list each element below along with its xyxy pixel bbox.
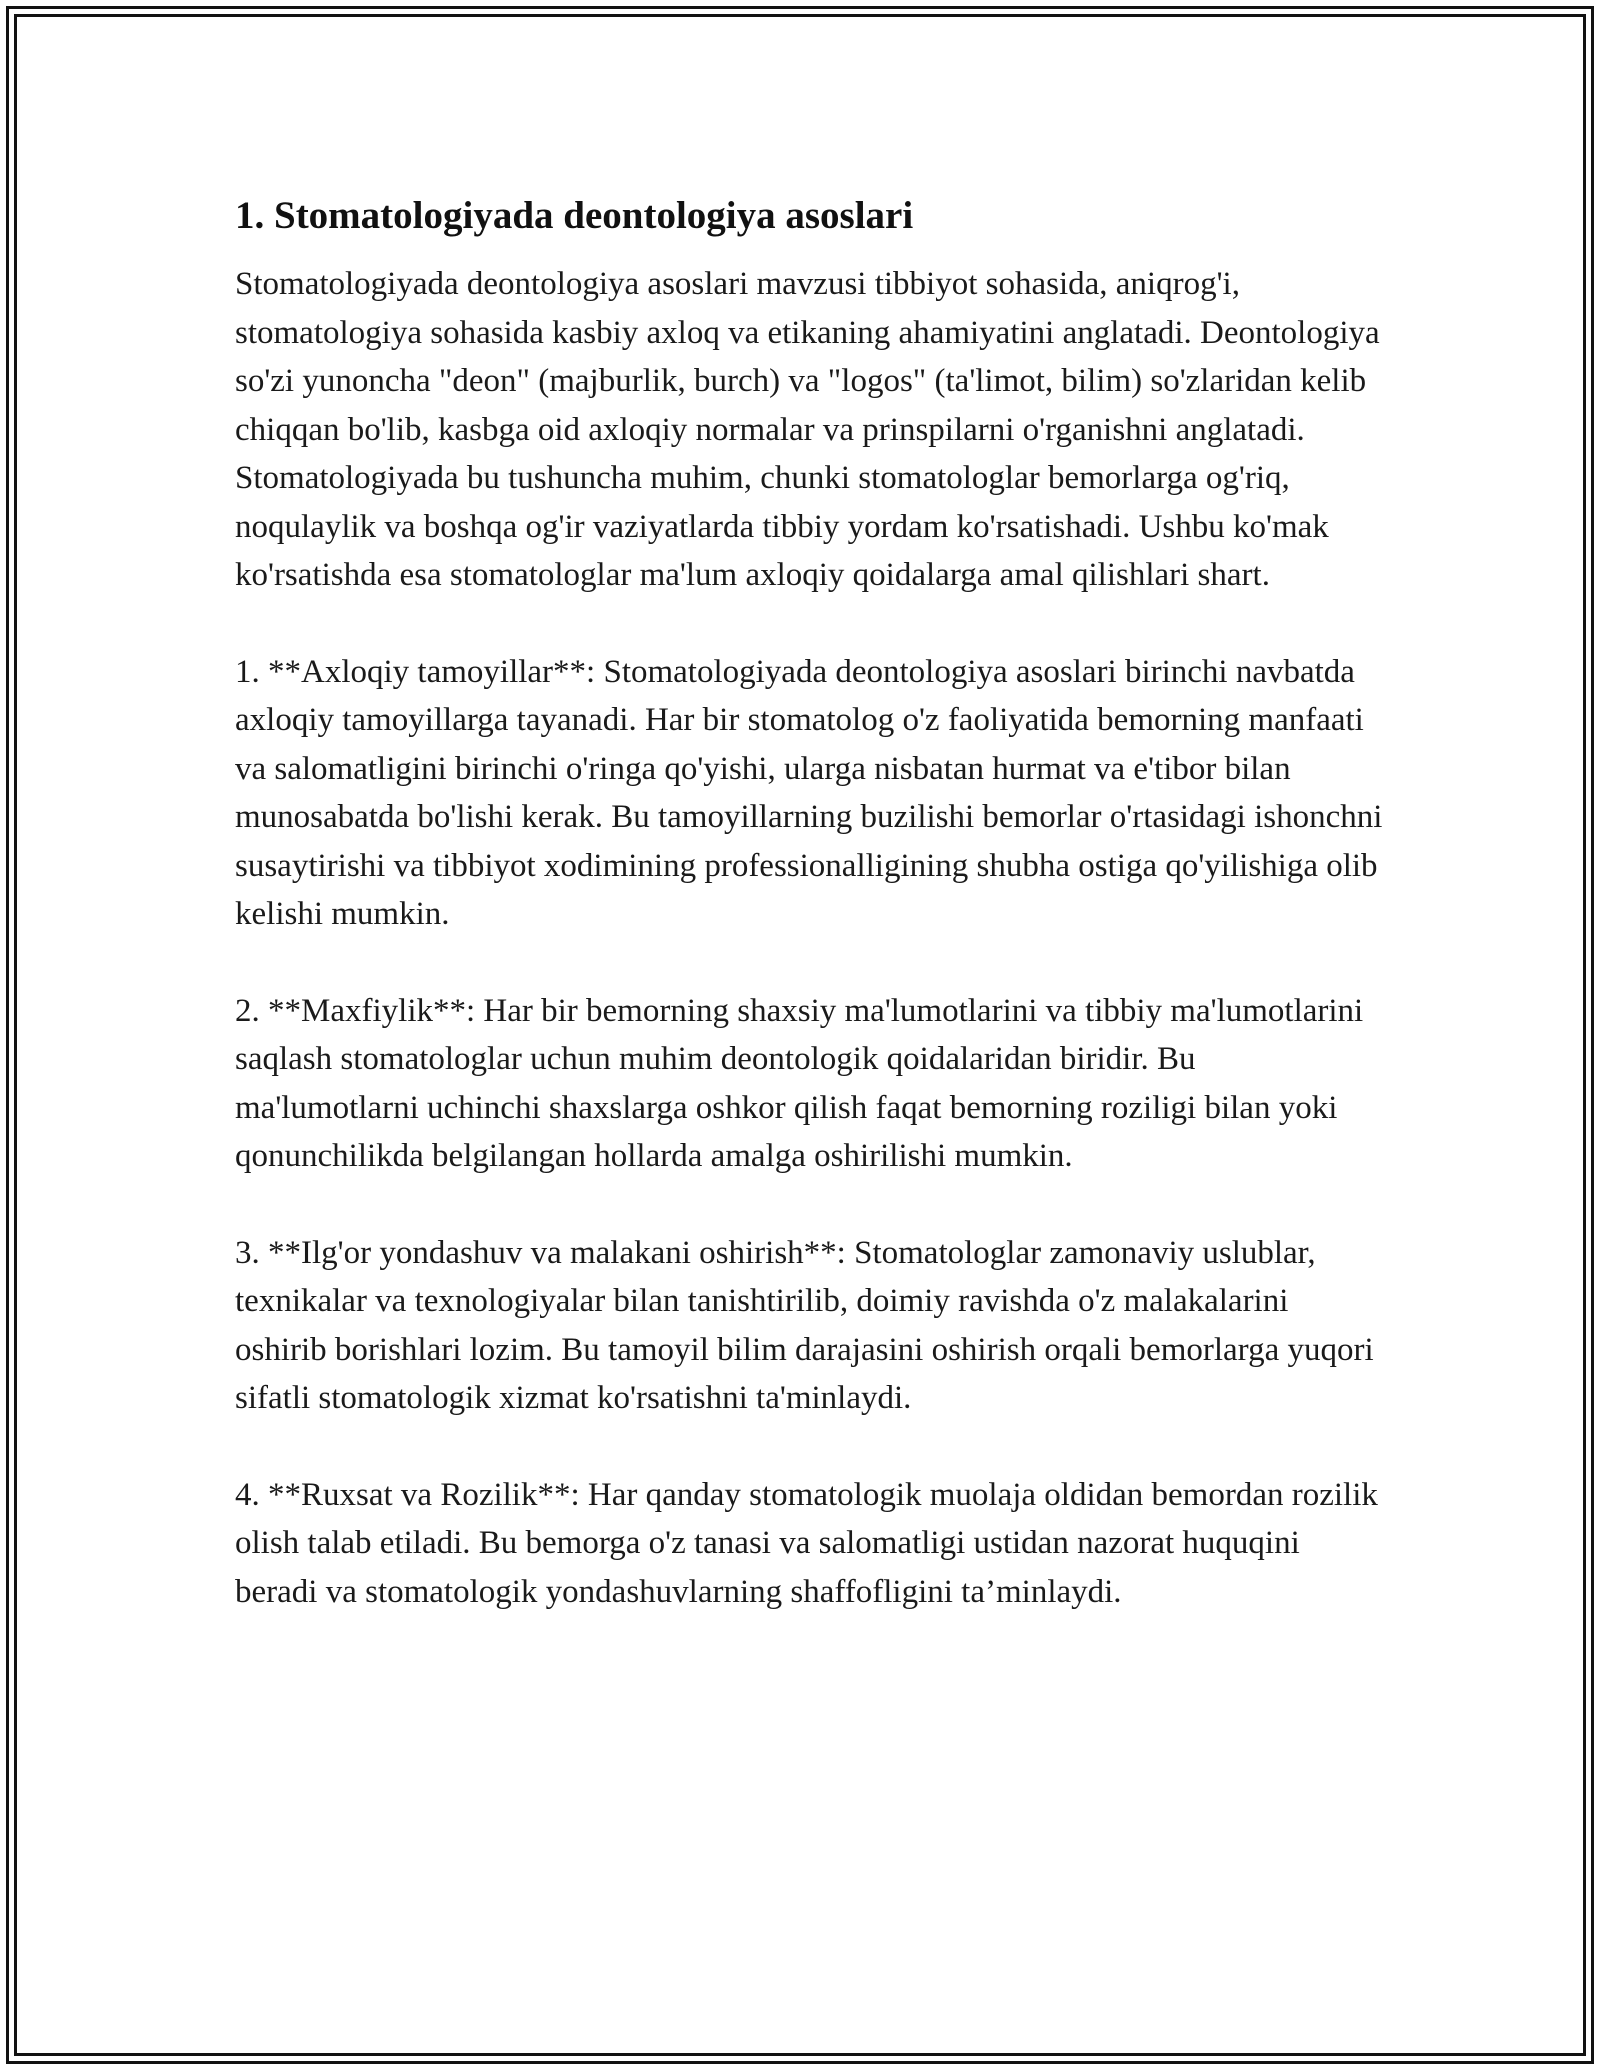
document-title: 1. Stomatologiyada deontologiya asoslari: [235, 194, 914, 237]
paragraph-consent: 4. **Ruxsat va Rozilik**: Har qanday stomatologik muolaja oldidan bemordan rozilik olish talab etiladi. Bu bemorga o'z tanasi va salomatligi ustidan nazorat huquqini beradi va stomatologik yondashuvlarning shaffofligini ta’minlaydi.: [235, 1476, 1378, 1610]
paragraph-advanced-approach: 3. **Ilg'or yondashuv va malakani oshirish**: Stomatologlar zamonaviy uslublar, texnikalar va texnologiyalar bilan tanishtirilib, doimiy ravishda o'z malakalarini oshirib borishlari lozim. Bu tamoyil bilim darajasini oshirish orqali bemorlarga yuqori sifatli stomatologik xizmat ko'rsatishni ta'minlaydi.: [235, 1234, 1374, 1416]
paragraph-ethical-principles: 1. **Axloqiy tamoyillar**: Stomatologiyada deontologiya asoslari birinchi navbatda axloqiy tamoyillarga tayanadi. Har bir stomatolog o'z faoliyatida bemorning manfaati va salomatligini birinchi o'ringa qo'yishi, ularga nisbatan hurmat va e'tibor bilan munosabatda bo'lishi kerak. Bu tamoyillarning buzilishi bemorlar o'rtasidagi ishonchni susaytirishi va tibbiyot xodimining professionalligining shubha ostiga qo'yilishiga olib kelishi mumkin.: [235, 653, 1383, 932]
intro-paragraph: Stomatologiyada deontologiya asoslari mavzusi tibbiyot sohasida, aniqrog'i, stomatologiya sohasida kasbiy axloq va etikaning ahamiyatini anglatadi. Deontologiya so'zi yunoncha "deon" (majburlik, burch) va "logos" (ta'limot, bilim) so'zlaridan kelib chiqqan bo'lib, kasbga oid axloqiy normalar va prinspilarni o'rganishni anglatadi. Stomatologiyada bu tushuncha muhim, chunki stomatologlar bemorlarga og'riq, noqulaylik va boshqa og'ir vaziyatlarda tibbiy yordam ko'rsatishadi. Ushbu ko'mak ko'rsatishda esa stomatologlar ma'lum axloqiy qoidalarga amal qilishlari shart.: [235, 266, 1380, 593]
paragraph-confidentiality: 2. **Maxfiylik**: Har bir bemorning shaxsiy ma'lumotlarini va tibbiy ma'lumotlarini saqlash stomatologlar uchun muhim deontologik qoidalaridan biridir. Bu ma'lumotlarni uchinchi shaxslarga oshkor qilish faqat bemorning roziligi bilan yoki qonunchilikda belgilangan hollarda amalga oshirilishi mumkin.: [235, 992, 1364, 1174]
document-body: [235, 190, 1385, 1664]
